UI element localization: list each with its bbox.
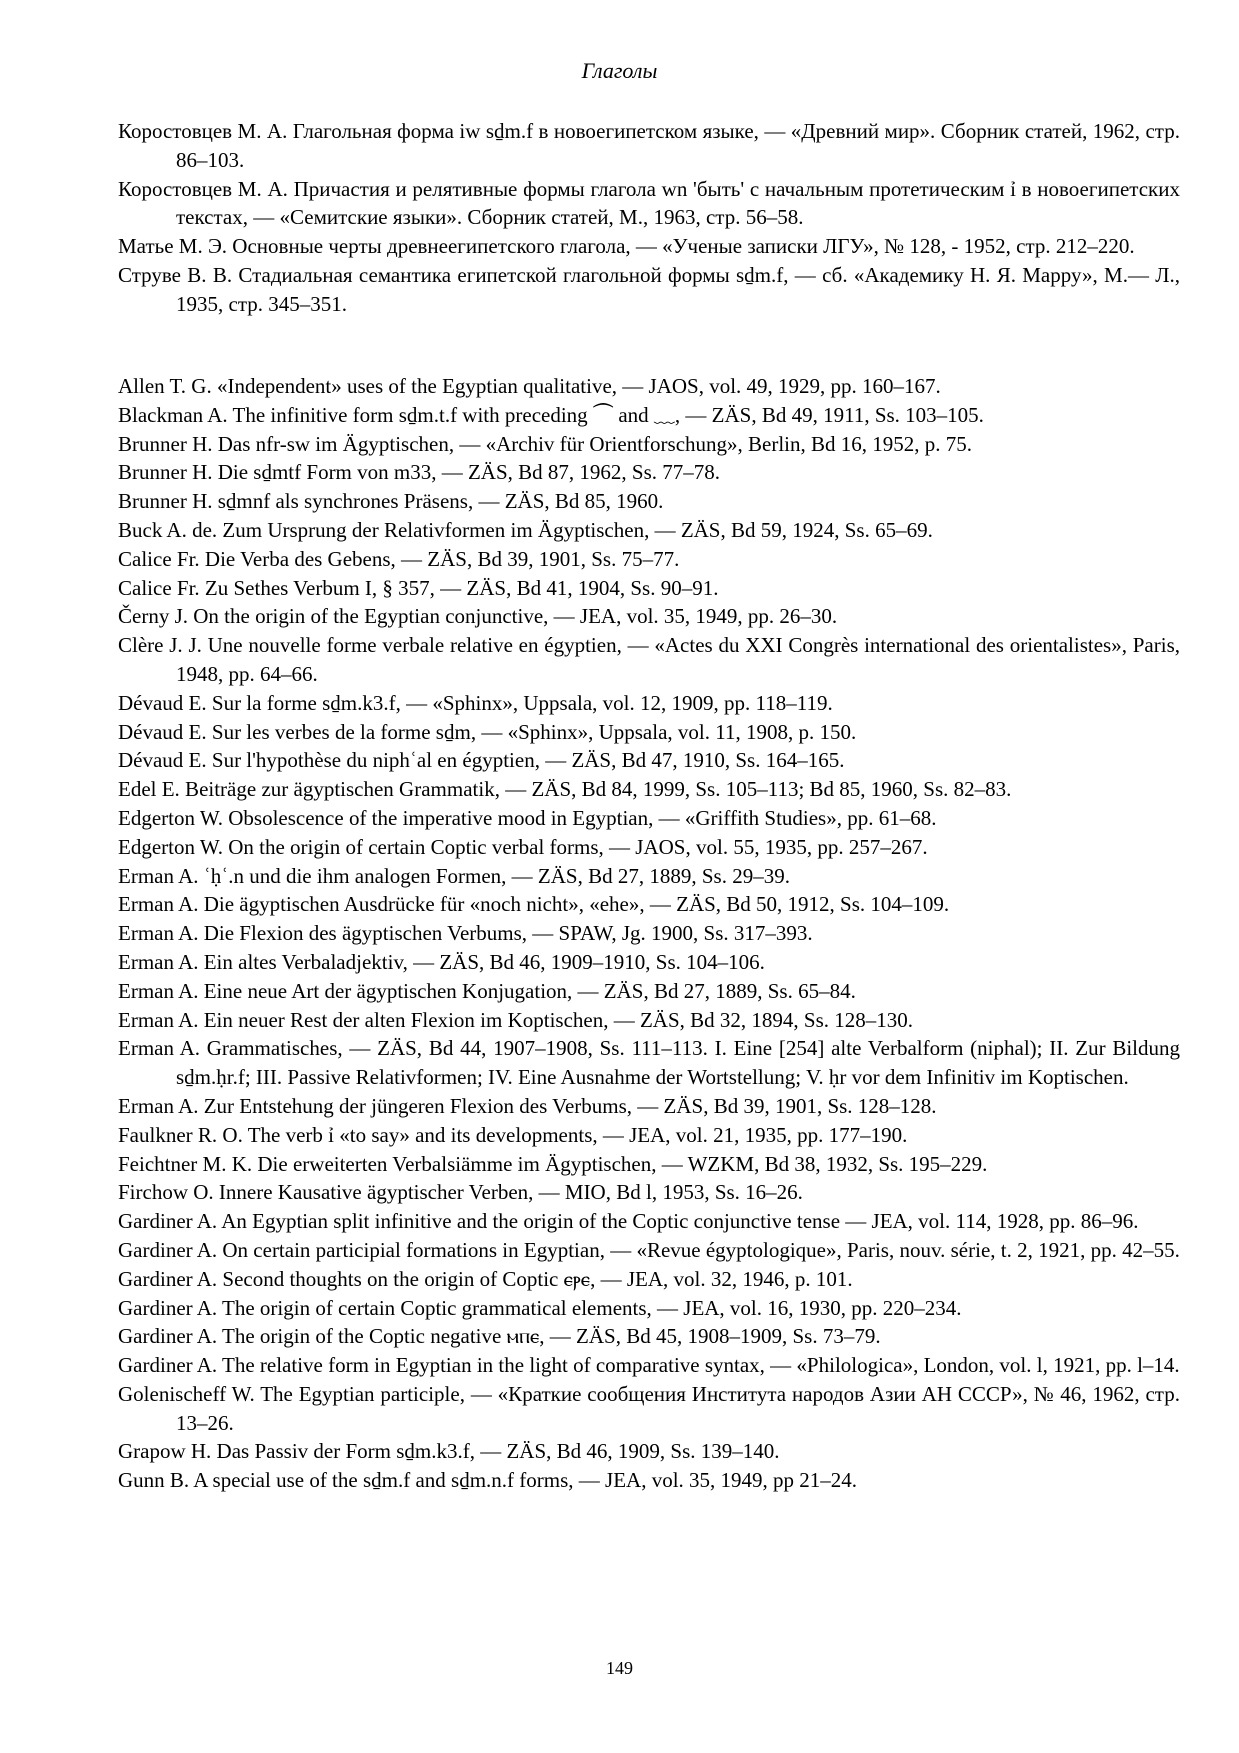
bibliography-entry: Faulkner R. O. The verb ỉ «to say» and its developments, — JEA, vol. 21, 1935, pp. 177–190. [118, 1122, 908, 1147]
bibliography-entry: Dévaud E. Sur l'hypothèse du niphʿal en égyptien, — ZÄS, Bd 47, 1910, Ss. 164–165. [118, 748, 845, 773]
bibliography-entry: Gardiner A. The origin of certain Coptic grammatical elements, — JEA, vol. 16, 1930, pp. 220–234. [118, 1295, 962, 1320]
bibliography-entry: Edel E. Beiträge zur ägyptischen Grammatik, — ZÄS, Bd 84, 1999, Ss. 105–113; Bd 85, 1960, Ss. 82–83. [118, 777, 1012, 802]
bibliography-entry: Golenischeff W. The Egyptian participle, — «Краткие сообщения Института народов Азии АН СССР», № 46, 1962, стр. 13–26. [118, 1381, 1180, 1435]
bibliography-entry: Erman A. Eine neue Art der ägyptischen Konjugation, — ZÄS, Bd 27, 1889, Ss. 65–84. [118, 978, 856, 1003]
bibliography-entry: Dévaud E. Sur la forme sḏm.k3.f, — «Sphinx», Uppsala, vol. 12, 1909, pp. 118–119. [118, 690, 833, 715]
latin-bibliography-list [118, 372, 1180, 1495]
bibliography-entry: Edgerton W. Obsolescence of the imperative mood in Egyptian, — «Griffith Studies», pp. 61–68. [118, 805, 937, 830]
bibliography-entry: Gunn B. A special use of the sḏm.f and sḏm.n.f forms, — JEA, vol. 35, 1949, pp 21–24. [118, 1468, 858, 1493]
bibliography-entry: Erman A. ʿḥʿ.n und die ihm analogen Formen, — ZÄS, Bd 27, 1889, Ss. 29–39. [118, 863, 790, 888]
russian-bibliography-list [118, 117, 1180, 319]
bibliography-entry: Buck A. de. Zum Ursprung der Relativformen im Ägyptischen, — ZÄS, Bd 59, 1924, Ss. 65–69. [118, 517, 933, 542]
bibliography-entry: Erman A. Die ägyptischen Ausdrücke für «noch nicht», «ehe», — ZÄS, Bd 50, 1912, Ss. 104–109. [118, 892, 950, 917]
bibliography-entry: Calice Fr. Zu Sethes Verbum I, § 357, — ZÄS, Bd 41, 1904, Ss. 90–91. [118, 575, 719, 600]
bibliography-entry: Gardiner A. On certain participial formations in Egyptian, — «Revue égyptologique», Paris, nouv. série, t. 2, 1921, pp. 42–55. [118, 1237, 1180, 1262]
bibliography-entry: Blackman A. The infinitive form sḏm.t.f with preceding ⏜ and ﹏, — ZÄS, Bd 49, 1911, Ss. 103–105. [118, 402, 984, 427]
bibliography-entry: Allen T. G. «Independent» uses of the Egyptian qualitative, — JAOS, vol. 49, 1929, pp. 160–167. [118, 374, 941, 398]
bibliography-entry: Calice Fr. Die Verba des Gebens, — ZÄS, Bd 39, 1901, Ss. 75–77. [118, 546, 680, 571]
bibliography-entry: Erman A. Ein altes Verbaladjektiv, — ZÄS, Bd 46, 1909–1910, Ss. 104–106. [118, 949, 765, 974]
bibliography-entry: Firchow O. Innere Kausative ägyptischer Verben, — MIO, Bd l, 1953, Ss. 16–26. [118, 1180, 803, 1205]
bibliography-entry: Gardiner A. An Egyptian split infinitive and the origin of the Coptic conjunctive tense — JEA, vol. 114, 1928, pp. 86–96. [118, 1209, 1139, 1234]
page-number: 149 [606, 1658, 633, 1678]
bibliography-entry: Gardiner A. The relative form in Egyptian in the light of comparative syntax, — «Philologica», London, vol. l, 1921, pp. l–14. [118, 1353, 1180, 1378]
bibliography-entry: Černy J. On the origin of the Egyptian conjunctive, — JEA, vol. 35, 1949, pp. 26–30. [118, 604, 838, 629]
bibliography-entry: Edgerton W. On the origin of certain Coptic verbal forms, — JAOS, vol. 55, 1935, pp. 257–267. [118, 834, 928, 859]
bibliography-entry: Brunner H. sḏmnf als synchrones Präsens, — ZÄS, Bd 85, 1960. [118, 489, 664, 514]
bibliography-entry: Erman A. Die Flexion des ägyptischen Verbums, — SPAW, Jg. 1900, Ss. 317–393. [118, 921, 813, 946]
bibliography-entry: Erman A. Grammatisches, — ZÄS, Bd 44, 1907–1908, Ss. 111–113. I. Eine [254] alte Verbalform (niphal); II. Zur Bildung sḏm.ḥr.f; III. Passive Relativformen; IV. Eine Ausnahme der Wortstellung; V. ḥr vor dem Infinitiv im Koptischen. [118, 1036, 1180, 1090]
bibliography-entry: Gardiner A. Second thoughts on the origin of Coptic ⲉⲣⲉ, — JEA, vol. 32, 1946, p. 101. [118, 1266, 853, 1291]
bibliography-entry: Коростовцев М. А. Причастия и релятивные формы глагола wn 'быть' с начальным протетическим ỉ в новоегипетских текстах, — «Семитские языки». Сборник статей, М., 1963, стр. 56–58. [118, 176, 1180, 230]
bibliography-entry: Feichtner M. K. Die erweiterten Verbalsiämme im Ägyptischen, — WZKM, Bd 38, 1932, Ss. 195–229. [118, 1151, 988, 1176]
bibliography-entry: Erman A. Ein neuer Rest der alten Flexion im Koptischen, — ZÄS, Bd 32, 1894, Ss. 128–130. [118, 1007, 914, 1032]
running-header: Глаголы [581, 58, 658, 83]
bibliography-entry: Gardiner A. The origin of the Coptic negative ⲙⲡⲉ, — ZÄS, Bd 45, 1908–1909, Ss. 73–79. [118, 1324, 881, 1349]
bibliography-entry: Erman A. Zur Entstehung der jüngeren Flexion des Verbums, — ZÄS, Bd 39, 1901, Ss. 128–128. [118, 1093, 937, 1118]
bibliography-entry: Brunner H. Das nfr-sw im Ägyptischen, — «Archiv für Orientforschung», Berlin, Bd 16, 1952, p. 75. [118, 431, 973, 456]
bibliography-entry: Grapow H. Das Passiv der Form sḏm.k3.f, — ZÄS, Bd 46, 1909, Ss. 139–140. [118, 1439, 780, 1464]
bibliography-entry: Матье М. Э. Основные черты древнеегипетского глагола, — «Ученые записки ЛГУ», № 128, - 1952, стр. 212–220. [118, 234, 1135, 259]
bibliography-entry: Струве В. В. Стадиальная семантика египетской глагольной формы sḏm.f, — сб. «Академику Н. Я. Марру», М.— Л., 1935, стр. 345–351. [118, 262, 1180, 316]
bibliography-entry: Brunner H. Die sḏmtf Form von m33, — ZÄS, Bd 87, 1962, Ss. 77–78. [118, 460, 721, 485]
bibliography-entry: Clère J. J. Une nouvelle forme verbale relative en égyptien, — «Actes du XXI Congrès international des orientalistes», Paris, 1948, pp. 64–66. [118, 633, 1180, 686]
bibliography-entry: Коростовцев М. А. Глагольная форма iw sḏm.f в новоегипетском языке, — «Древний мир». Сборник статей, 1962, стр. 86–103. [118, 119, 1180, 172]
bibliography-entry: Dévaud E. Sur les verbes de la forme sḏm, — «Sphinx», Uppsala, vol. 11, 1908, p. 150. [118, 719, 857, 744]
